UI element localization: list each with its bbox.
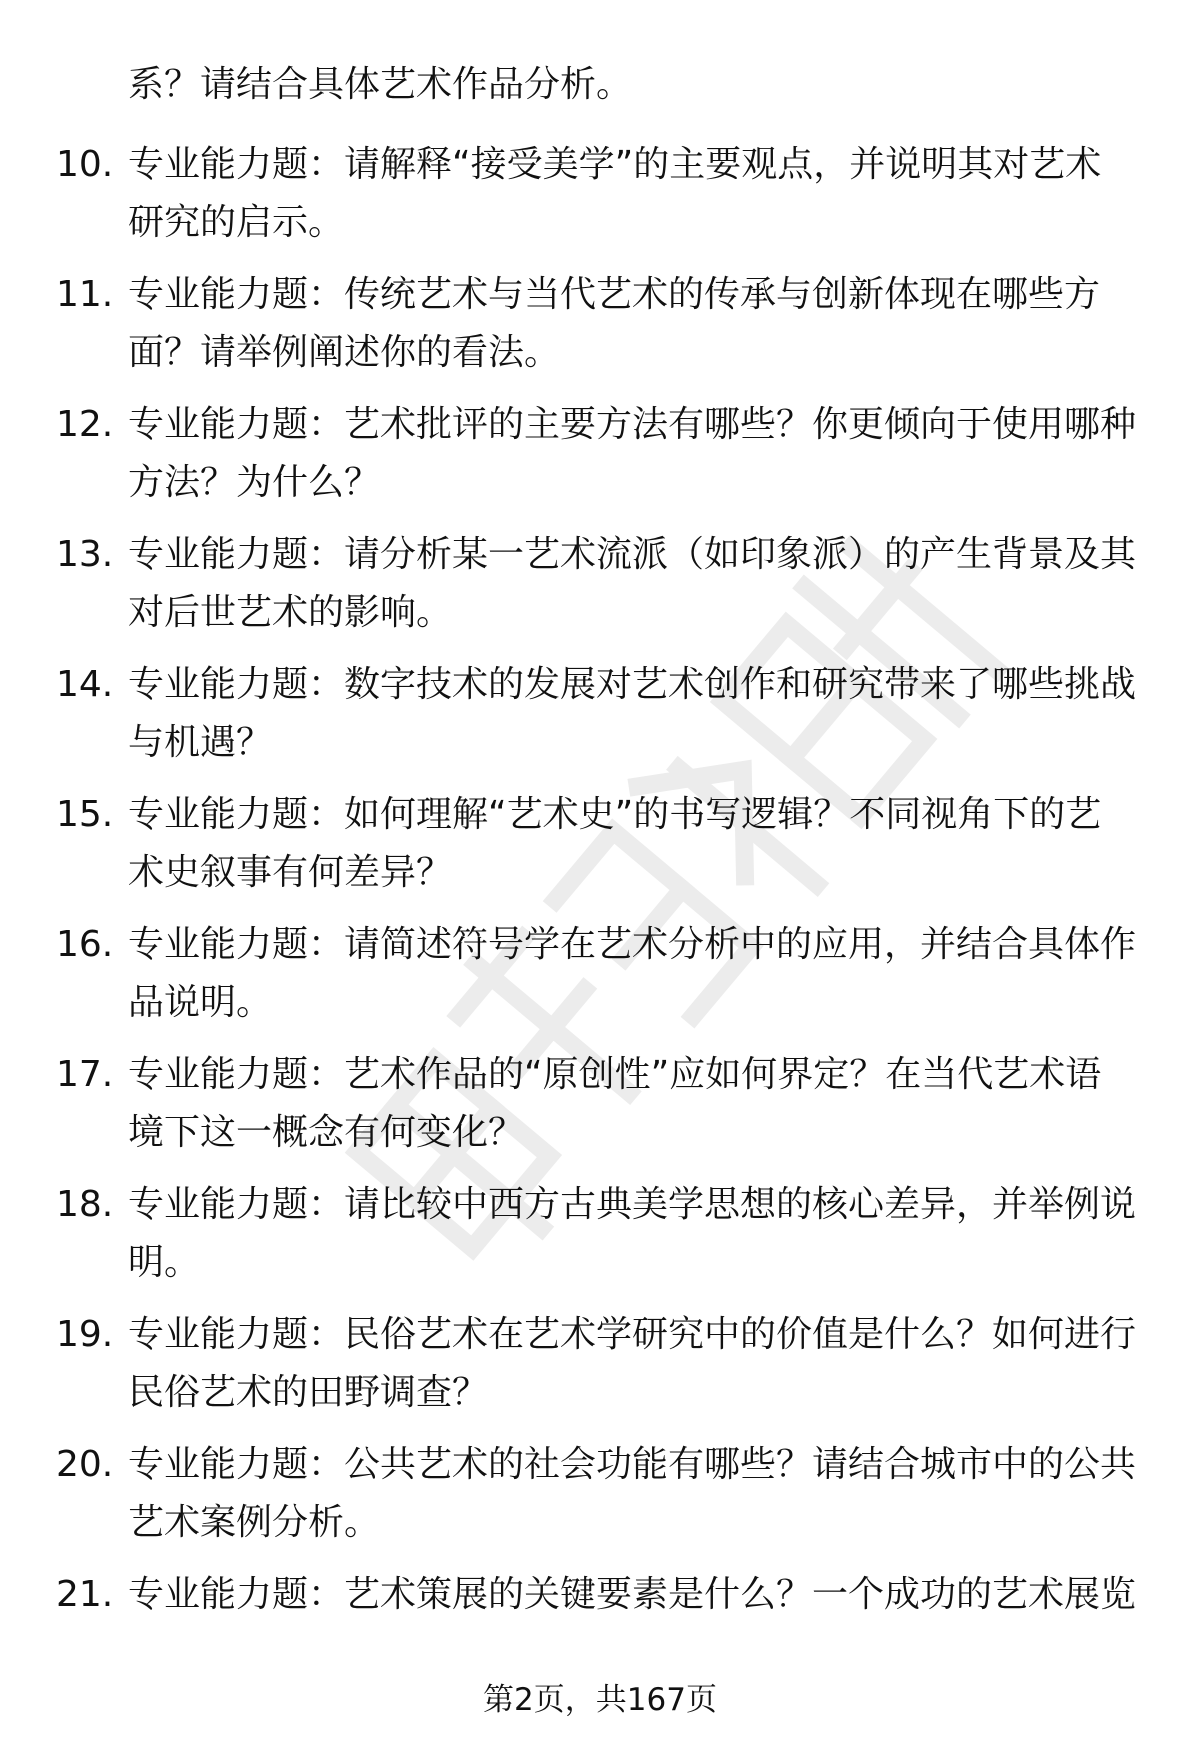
- question-item: [0, 136, 1200, 266]
- question-text: [128, 396, 1138, 512]
- question-line: 与机遇？: [128, 722, 273, 763]
- question-number: 10.: [56, 144, 114, 185]
- question-line: 品说明。: [128, 982, 273, 1023]
- question-item: [0, 1436, 1200, 1566]
- question-text: [128, 786, 1138, 902]
- question-line: 明。: [128, 1242, 201, 1283]
- question-text: [128, 1176, 1138, 1292]
- question-item: [0, 1306, 1200, 1436]
- question-text: [128, 266, 1138, 382]
- question-item: [0, 786, 1200, 916]
- question-line: 艺术案例分析。: [128, 1502, 381, 1543]
- question-item: [0, 1566, 1200, 1696]
- question-text: [128, 916, 1138, 1032]
- question-line: 专业能力题：请简述符号学在艺术分析中的应用，并结合具体作: [128, 924, 1137, 965]
- question-line: 对后世艺术的影响。: [128, 592, 453, 633]
- question-number: 16.: [56, 924, 114, 965]
- question-text: [128, 1436, 1138, 1552]
- question-text: [128, 1046, 1138, 1162]
- question-item: [0, 266, 1200, 396]
- question-item: [0, 396, 1200, 526]
- question-item: [0, 526, 1200, 656]
- question-number: 11.: [56, 274, 114, 315]
- question-line: 民俗艺术的田野调查？: [128, 1372, 489, 1413]
- question-line: 境下这一概念有何变化？: [128, 1112, 525, 1153]
- question-number: 14.: [56, 664, 114, 705]
- question-line: 专业能力题：传统艺术与当代艺术的传承与创新体现在哪些方: [128, 274, 1101, 315]
- question-list: [0, 136, 1200, 1696]
- question-line: 专业能力题：请比较中西方古典美学思想的核心差异，并举例说: [128, 1184, 1137, 1225]
- question-number: 13.: [56, 534, 114, 575]
- question-number: 15.: [56, 794, 114, 835]
- question-text: [128, 656, 1138, 772]
- page-footer: 第2页，共167页: [483, 1682, 717, 1718]
- question-line: 专业能力题：艺术作品的“原创性”应如何界定？在当代艺术语: [128, 1054, 1102, 1095]
- question-item: [0, 916, 1200, 1046]
- question-line: 专业能力题：艺术策展的关键要素是什么？一个成功的艺术展览: [128, 1574, 1137, 1615]
- question-line: 专业能力题：数字技术的发展对艺术创作和研究带来了哪些挑战: [128, 664, 1137, 705]
- question-text: [128, 1566, 1138, 1624]
- question-line: 专业能力题：艺术批评的主要方法有哪些？你更倾向于使用哪种: [128, 404, 1137, 445]
- question-line: 专业能力题：请解释“接受美学”的主要观点，并说明其对艺术: [128, 144, 1102, 185]
- question-item: [0, 1176, 1200, 1306]
- question-item: [0, 1046, 1200, 1176]
- question-text: [128, 136, 1138, 252]
- question-text: [128, 526, 1138, 642]
- question-number: 18.: [56, 1184, 114, 1225]
- question-number: 19.: [56, 1314, 114, 1355]
- question-number: 21.: [56, 1574, 114, 1615]
- question-line: 面？请举例阐述你的看法。: [128, 332, 561, 373]
- question-line: 专业能力题：请分析某一艺术流派（如印象派）的产生背景及其: [128, 534, 1137, 575]
- question-text: [128, 1306, 1138, 1422]
- question-number: 20.: [56, 1444, 114, 1485]
- question-number: 17.: [56, 1054, 114, 1095]
- question-item: [0, 656, 1200, 786]
- question-line: 研究的启示。: [128, 202, 345, 243]
- question-line: 术史叙事有何差异？: [128, 852, 453, 893]
- question-line: 专业能力题：公共艺术的社会功能有哪些？请结合城市中的公共: [128, 1444, 1137, 1485]
- question-line: 专业能力题：民俗艺术在艺术学研究中的价值是什么？如何进行: [128, 1314, 1137, 1355]
- question-line: 专业能力题：如何理解“艺术史”的书写逻辑？不同视角下的艺: [128, 794, 1102, 835]
- question-number: 12.: [56, 404, 114, 445]
- question-line: 方法？为什么？: [128, 462, 381, 503]
- continued-question-text: 系？请结合具体艺术作品分析。: [128, 64, 633, 105]
